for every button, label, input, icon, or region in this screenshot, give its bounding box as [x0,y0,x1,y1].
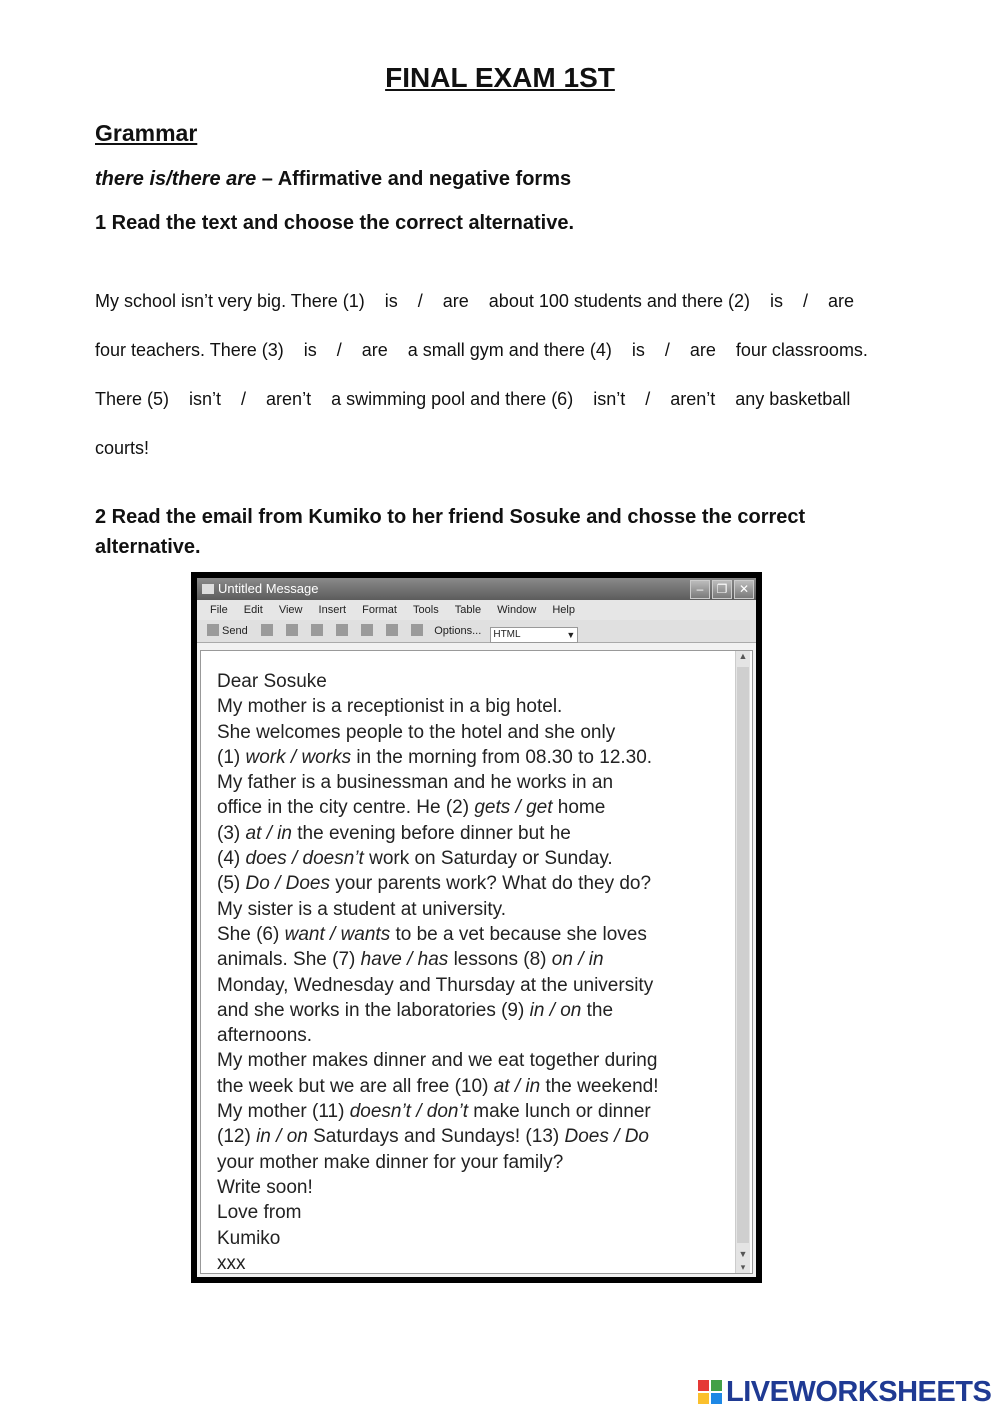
answer-options: on / in [551,949,604,971]
answer-options: gets / get [474,797,553,819]
menu-help[interactable]: Help [552,604,575,616]
email-line: My mother makes dinner and we eat together during [217,1050,658,1072]
scrollbar[interactable] [735,651,750,1273]
answer-options: in / on [529,999,582,1021]
logo-text: LIVEWORKSHEETS [726,1376,992,1408]
chevron-down-icon: ▼ [566,630,576,640]
exercise1-line: courts! [95,438,150,458]
logo-square [711,1393,722,1404]
email-line: My sister is a student at university. [217,898,506,920]
email-line: (1) work / works in the morning from 08.30 to 12.30. [217,746,653,768]
email-body-text [217,669,727,1276]
message-body[interactable] [200,650,753,1274]
menu-bar [197,600,756,620]
menu-tools[interactable]: Tools [413,604,439,616]
menu-view[interactable]: View [278,604,303,616]
exercise2-instruction: 2 Read the email from Kumiko to her friend Sosuke and chosse the correct alternative. [95,506,806,558]
exercise1-line: There (5) isn’t / aren’t a swimming pool and there (6) isn’t / aren’t any basketball [95,389,851,409]
flag-icon[interactable] [386,624,398,636]
answer-options: Does / Do [564,1126,649,1148]
email-line: (4) does / doesn’t work on Saturday or Sunday. [217,848,613,870]
address-book-icon[interactable] [286,624,298,636]
menu-insert[interactable]: Insert [318,604,347,616]
scroll-thumb[interactable] [737,667,749,1243]
email-line: Love from [217,1202,302,1224]
email-line: Monday, Wednesday and Thursday at the university [217,974,654,996]
maximize-icon[interactable]: ❐ [712,580,732,599]
subheading-italic: there is/there are [95,168,257,190]
logo-square [698,1380,709,1391]
options-button[interactable]: Options... [434,625,482,637]
email-line: office in the city centre. He (2) gets / get home [217,797,606,819]
scroll-next-icon[interactable]: ▾ [740,1262,746,1272]
menu-table[interactable]: Table [454,604,482,616]
importance-high-icon[interactable] [336,624,348,636]
permission-icon[interactable] [411,624,423,636]
toolbar [197,620,756,643]
email-window [197,578,756,1277]
email-line: Kumiko [217,1227,281,1249]
email-line: the week but we are all free (10) at / in the weekend! [217,1075,659,1097]
subheading [95,168,571,191]
email-line: afternoons. [217,1025,313,1047]
send-button[interactable]: Send [222,625,248,637]
answer-options: at / in [493,1075,541,1097]
scroll-up-icon[interactable]: ▲ [738,651,748,661]
exercise1-instruction: 1 Read the text and choose the correct alternative. [95,212,575,234]
logo-icon [698,1380,722,1404]
format-select-value: HTML [493,629,521,640]
email-line: My father is a businessman and he works in an [217,772,614,794]
scroll-down-icon[interactable]: ▼ [738,1249,748,1259]
email-screenshot [191,572,762,1283]
email-line: animals. She (7) have / has lessons (8) on / in [217,949,604,971]
page-title: FINAL EXAM 1ST [385,62,615,93]
email-line: My mother (11) doesn’t / don’t make lunch or dinner [217,1101,651,1123]
email-line: (5) Do / Does your parents work? What do they do? [217,873,652,895]
menu-edit[interactable]: Edit [243,604,263,616]
email-line: She (6) want / wants to be a vet because she loves [217,923,647,945]
answer-options: have / has [360,949,449,971]
answer-options: work / works [245,746,352,768]
send-icon [207,624,219,636]
attach-icon[interactable] [261,624,273,636]
email-line: and she works in the laboratories (9) in / on the [217,999,614,1021]
answer-options: at / in [245,822,292,844]
menu-format[interactable]: Format [362,604,397,616]
answer-options: doesn’t / don’t [349,1101,468,1123]
answer-options: in / on [256,1126,308,1148]
email-line: (12) in / on Saturdays and Sundays! (13) Does / Do [217,1126,649,1148]
email-line: My mother is a receptionist in a big hotel. [217,696,563,718]
message-icon [202,584,214,594]
close-icon[interactable]: ✕ [734,580,754,599]
email-line: Write soon! [217,1176,313,1198]
email-line: your mother make dinner for your family? [217,1151,564,1173]
answer-options: want / wants [284,923,391,945]
menu-window[interactable]: Window [497,604,537,616]
section-title: Grammar [95,120,198,146]
email-line: She welcomes people to the hotel and she only [217,721,616,743]
email-line: xxx [217,1252,246,1274]
importance-low-icon[interactable] [361,624,373,636]
window-title: Untitled Message [218,581,319,596]
menu-file[interactable]: File [210,604,228,616]
format-select[interactable] [490,627,578,643]
exercise1-line: four teachers. There (3) is / are a small gym and there (4) is / are four classrooms. [95,340,868,360]
email-titlebar [197,578,756,600]
exercise1-line: My school isn’t very big. There (1) is / are about 100 students and there (2) is / are [95,291,855,311]
minimize-icon[interactable]: – [690,580,710,599]
check-names-icon[interactable] [311,624,323,636]
logo-square [698,1393,709,1404]
answer-options: Do / Does [245,873,330,895]
logo-square [711,1380,722,1391]
email-line: Dear Sosuke [217,671,327,692]
email-line: (3) at / in the evening before dinner but he [217,822,571,844]
answer-options: does / doesn’t [245,848,364,870]
subheading-rest: – Affirmative and negative forms [256,168,572,190]
